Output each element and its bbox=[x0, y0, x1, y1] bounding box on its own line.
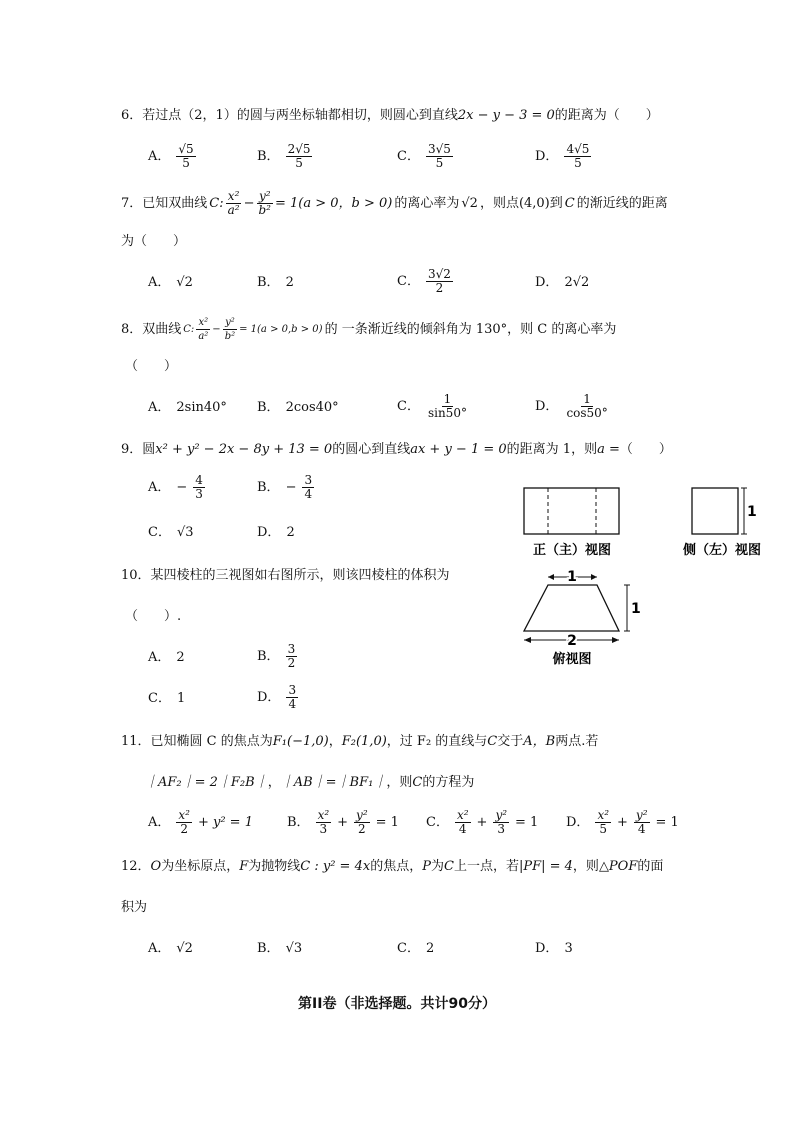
denominator: 4 bbox=[288, 697, 297, 711]
option-label: B． bbox=[257, 275, 280, 290]
fraction bbox=[455, 809, 471, 836]
minus-sign: − bbox=[212, 323, 221, 335]
numerator: x² bbox=[456, 808, 469, 822]
denominator: 5 bbox=[599, 822, 608, 836]
top-view-trapezoid bbox=[524, 585, 619, 631]
numerator: x² bbox=[178, 808, 190, 822]
three-view-figure bbox=[515, 482, 790, 672]
q12-curve-c: C bbox=[443, 859, 454, 874]
q8-option-b[interactable] bbox=[257, 399, 339, 417]
q7-curve-name: C: bbox=[209, 195, 224, 211]
q6-line-equation: 2x − y − 3 = 0 bbox=[457, 108, 555, 123]
numerator: y² bbox=[495, 808, 508, 822]
option-label: D． bbox=[257, 525, 281, 540]
q11-curve-c: C bbox=[487, 734, 498, 749]
minus-sign: − bbox=[285, 479, 297, 495]
denominator: b² bbox=[258, 203, 271, 217]
option-label: A． bbox=[148, 148, 171, 164]
fraction bbox=[226, 190, 242, 217]
q11-stem-d: 交于 bbox=[497, 734, 524, 749]
q7-option-c[interactable] bbox=[397, 268, 453, 295]
option-label: B． bbox=[257, 148, 280, 164]
denominator: 5 bbox=[574, 156, 582, 170]
q10-stem-line2: （ ）. bbox=[125, 609, 182, 624]
q11-condition-1: ｜AF₂｜= 2｜F₂B｜ bbox=[145, 775, 268, 790]
top-view-dim-label-top: 1 bbox=[567, 569, 577, 585]
denominator: cos50° bbox=[566, 406, 608, 420]
q11-option-b[interactable] bbox=[287, 809, 399, 836]
denominator: sin50° bbox=[427, 406, 467, 420]
option-value: 2 bbox=[176, 650, 185, 665]
q11-curve-c-2: C bbox=[412, 775, 423, 790]
option-label: A． bbox=[148, 941, 171, 956]
denominator: a² bbox=[198, 331, 209, 342]
q12-stem-h: 的面 bbox=[637, 859, 664, 874]
denominator: a² bbox=[227, 203, 240, 217]
numerator: 3 bbox=[287, 642, 296, 656]
option-rest: + y² = 1 bbox=[197, 814, 253, 830]
numerator: x² bbox=[198, 317, 209, 328]
q11-separator: ， bbox=[328, 734, 342, 749]
q7-stem-b: 的离心率为 bbox=[394, 195, 460, 211]
minus-sign: − bbox=[176, 479, 188, 495]
q12-focus: F bbox=[239, 859, 249, 874]
q12-option-d[interactable] bbox=[535, 940, 573, 958]
front-view-rect bbox=[524, 488, 619, 534]
numerator: 3 bbox=[304, 473, 313, 487]
denominator: 4 bbox=[458, 822, 467, 836]
q6-option-b[interactable] bbox=[257, 143, 312, 170]
option-rest: = 1 bbox=[515, 814, 539, 830]
q12-origin: O bbox=[150, 859, 162, 874]
numerator: y² bbox=[258, 189, 271, 203]
option-value: √2 bbox=[176, 941, 193, 956]
option-label: A． bbox=[148, 650, 171, 665]
fraction bbox=[176, 809, 192, 836]
fraction bbox=[354, 809, 370, 836]
option-value: 1 bbox=[176, 691, 186, 706]
q10-option-b[interactable] bbox=[257, 643, 297, 670]
q11-stem-f: ，则 bbox=[386, 775, 413, 790]
option-label: C． bbox=[397, 398, 420, 414]
option-label: A． bbox=[148, 275, 171, 290]
q12-stem-line2: 积为 bbox=[121, 900, 148, 915]
q11-focus-2: F₂(1,0) bbox=[341, 734, 387, 749]
q7-stem-c: ，则点(4,0)到 bbox=[479, 195, 563, 211]
q6-option-d[interactable] bbox=[535, 143, 591, 170]
option-label: C． bbox=[397, 148, 420, 164]
q7-stem-a: 7．已知双曲线 bbox=[121, 195, 208, 211]
q7-stem-line2: 为（ ） bbox=[121, 234, 187, 249]
option-label: B． bbox=[257, 479, 280, 495]
q12-stem-d: 的焦点， bbox=[370, 859, 423, 874]
q12-option-a[interactable] bbox=[148, 940, 193, 958]
q7-stem-d: 的渐近线的距离 bbox=[576, 195, 668, 211]
denominator: 3 bbox=[497, 822, 506, 836]
option-label: D． bbox=[535, 275, 559, 290]
q9-line-equation: ax + y − 1 = 0 bbox=[410, 442, 507, 457]
fraction bbox=[564, 393, 609, 420]
denominator: 2 bbox=[358, 822, 366, 836]
q9-stem-c: 的距离为 1，则 bbox=[506, 442, 598, 457]
q12-point-p: P bbox=[422, 859, 431, 874]
q12-stem-g: ，则 bbox=[572, 859, 599, 874]
fraction bbox=[256, 190, 273, 217]
numerator: 4√5 bbox=[566, 142, 590, 156]
q12-stem-a: 12． bbox=[121, 859, 151, 874]
q12-option-b[interactable] bbox=[257, 940, 302, 958]
q6-option-a[interactable] bbox=[148, 143, 196, 170]
numerator: x² bbox=[317, 808, 330, 822]
option-label: D． bbox=[535, 941, 559, 956]
denominator: 2 bbox=[435, 281, 444, 295]
option-label: B． bbox=[257, 648, 280, 664]
q9-stem-a: 9．圆 bbox=[121, 442, 156, 457]
q11-stem-c: ，过 F₂ 的直线与 bbox=[386, 734, 488, 749]
numerator: x² bbox=[227, 189, 240, 203]
q8-option-d[interactable] bbox=[535, 393, 610, 420]
option-rest: = 1 bbox=[375, 814, 399, 830]
q7-curve-c: C bbox=[564, 195, 575, 211]
option-label: A． bbox=[148, 814, 171, 830]
option-value: 2 bbox=[285, 275, 294, 290]
fraction bbox=[223, 316, 237, 343]
q11-option-a[interactable] bbox=[148, 809, 253, 836]
q7-stem bbox=[121, 190, 668, 217]
q11-stem-e: 两点.若 bbox=[555, 734, 599, 749]
q8-stem-a: 8．双曲线 bbox=[121, 321, 182, 337]
option-label: C． bbox=[397, 941, 420, 956]
numerator: 1 bbox=[583, 392, 591, 406]
option-value: 2cos40° bbox=[285, 400, 339, 415]
q12-option-c[interactable] bbox=[397, 940, 434, 958]
q11-stem-g: 的方程为 bbox=[422, 775, 475, 790]
option-label: C． bbox=[148, 691, 171, 706]
side-view-dimension-label: 1 bbox=[747, 504, 757, 520]
plus-sign: + bbox=[337, 814, 349, 830]
option-value: 2 bbox=[286, 525, 295, 540]
q11-condition-separator: ， bbox=[267, 775, 281, 790]
section-title: 第II卷（非选择题。共计90分） bbox=[298, 996, 496, 1012]
q11-condition-2: ｜AB｜=｜BF₁｜ bbox=[280, 775, 387, 790]
q12-distance: |PF| = 4 bbox=[518, 859, 573, 874]
q8-option-a[interactable] bbox=[148, 399, 227, 417]
q12-stem-e: 为 bbox=[430, 859, 444, 874]
numerator: y² bbox=[225, 317, 235, 328]
q6-stem bbox=[121, 106, 659, 126]
q11-points-ab: A，B bbox=[523, 734, 556, 749]
fraction bbox=[193, 474, 205, 501]
side-view-label: 侧（左）视图 bbox=[682, 543, 762, 558]
q8-condition: = 1(a > 0,b > 0) bbox=[239, 323, 323, 335]
fraction bbox=[302, 474, 314, 501]
numerator: 2√5 bbox=[287, 142, 311, 156]
q11-stem bbox=[121, 732, 598, 752]
denominator: 3 bbox=[195, 487, 203, 501]
fraction bbox=[426, 143, 453, 170]
option-label: B． bbox=[257, 941, 280, 956]
q9-variable: a = bbox=[597, 442, 620, 457]
fraction bbox=[634, 809, 650, 836]
q10-option-c[interactable] bbox=[148, 690, 185, 708]
denominator: 4 bbox=[304, 487, 313, 501]
option-label: B． bbox=[257, 400, 280, 415]
denominator: 4 bbox=[637, 822, 646, 836]
q6-stem-text: 6．若过点（2，1）的圆与两坐标轴都相切，则圆心到直线 bbox=[121, 108, 458, 123]
option-label: B． bbox=[287, 814, 310, 830]
option-label: D． bbox=[566, 814, 590, 830]
fraction bbox=[426, 393, 469, 420]
numerator: 1 bbox=[443, 392, 452, 406]
option-label: C． bbox=[426, 814, 449, 830]
q11-option-d[interactable] bbox=[566, 809, 679, 836]
q9-stem-b: 的圆心到直线 bbox=[332, 442, 411, 457]
q10-option-d[interactable] bbox=[257, 684, 298, 711]
numerator: 3√2 bbox=[427, 267, 451, 281]
q11-stem-a: 11．已知椭圆 C 的焦点为 bbox=[121, 734, 273, 749]
q7-condition: = 1(a > 0，b > 0) bbox=[274, 195, 393, 211]
q12-parabola: C : y² = 4x bbox=[300, 859, 371, 874]
numerator: y² bbox=[356, 808, 368, 822]
option-label: D． bbox=[257, 689, 281, 705]
option-value: √3 bbox=[176, 525, 194, 540]
fraction bbox=[595, 809, 611, 836]
q10-stem: 10．某四棱柱的三视图如右图所示，则该四棱柱的体积为 bbox=[121, 568, 450, 583]
q9-option-b[interactable] bbox=[257, 474, 314, 501]
q12-stem bbox=[121, 857, 663, 877]
fraction bbox=[426, 268, 453, 295]
q8-stem bbox=[121, 316, 616, 343]
q8-curve-name: C: bbox=[183, 323, 195, 335]
option-value: 2√2 bbox=[564, 275, 590, 290]
q6-stem-end: 的距离为（ ） bbox=[554, 108, 659, 123]
q7-option-d[interactable] bbox=[535, 274, 589, 292]
q9-stem bbox=[121, 440, 672, 460]
option-label: D． bbox=[535, 398, 559, 414]
q8-option-c[interactable] bbox=[397, 393, 469, 420]
q9-option-d[interactable] bbox=[257, 524, 295, 542]
denominator: 5 bbox=[182, 156, 190, 170]
q8-stem-line2: （ ） bbox=[125, 359, 178, 374]
numerator: 3√5 bbox=[427, 142, 451, 156]
option-value: 3 bbox=[564, 941, 573, 956]
q11-option-c[interactable] bbox=[426, 809, 538, 836]
numerator: 3 bbox=[288, 683, 297, 697]
q11-stem-line2 bbox=[145, 773, 474, 793]
numerator: 4 bbox=[195, 473, 203, 487]
denominator: 2 bbox=[180, 822, 188, 836]
q11-focus-1: F₁(−1,0) bbox=[272, 734, 329, 749]
fraction bbox=[286, 643, 298, 670]
denominator: 5 bbox=[295, 156, 303, 170]
q9-option-a[interactable] bbox=[148, 474, 205, 501]
fraction bbox=[176, 143, 195, 170]
plus-sign: + bbox=[617, 814, 628, 830]
q12-triangle: △POF bbox=[598, 859, 638, 874]
option-label: D． bbox=[535, 148, 559, 164]
option-value: √2 bbox=[176, 275, 193, 290]
front-view-label: 正（主）视图 bbox=[532, 543, 612, 558]
fraction bbox=[564, 143, 591, 170]
fraction bbox=[196, 316, 210, 343]
fraction bbox=[286, 684, 298, 711]
top-view-dim-label-right: 1 bbox=[631, 601, 641, 617]
option-label: C． bbox=[148, 525, 171, 540]
q8-stem-b: 的 一条渐近线的倾斜角为 130°，则 C 的离心率为 bbox=[324, 321, 617, 337]
q12-stem-f: 上一点，若 bbox=[453, 859, 519, 874]
q7-eccentricity: √2 bbox=[461, 195, 478, 211]
minus-sign: − bbox=[243, 195, 255, 211]
side-view-rect bbox=[692, 488, 738, 534]
option-value: 2sin40° bbox=[176, 400, 227, 415]
option-label: A． bbox=[148, 400, 171, 415]
fraction bbox=[493, 809, 509, 836]
numerator: √5 bbox=[178, 142, 194, 156]
q12-stem-c: 为抛物线 bbox=[248, 859, 301, 874]
q7-option-b[interactable] bbox=[257, 274, 294, 292]
q6-option-c[interactable] bbox=[397, 143, 453, 170]
option-value: 2 bbox=[425, 941, 435, 956]
fraction bbox=[286, 143, 313, 170]
q7-option-a[interactable] bbox=[148, 274, 193, 292]
option-value: √3 bbox=[285, 941, 303, 956]
q9-circle-equation: x² + y² − 2x − 8y + 13 = 0 bbox=[155, 442, 333, 457]
denominator: 3 bbox=[319, 822, 328, 836]
numerator: x² bbox=[597, 808, 610, 822]
denominator: b² bbox=[224, 331, 236, 342]
fraction bbox=[316, 809, 332, 836]
denominator: 5 bbox=[435, 156, 444, 170]
q9-stem-d: （ ） bbox=[619, 442, 672, 457]
plus-sign: + bbox=[476, 814, 488, 830]
top-view-label: 俯视图 bbox=[552, 652, 592, 667]
numerator: y² bbox=[635, 808, 648, 822]
option-rest: = 1 bbox=[655, 814, 679, 830]
top-view-dim-label-bottom: 2 bbox=[567, 633, 577, 649]
option-label: A． bbox=[148, 479, 171, 495]
option-label: C． bbox=[397, 273, 420, 289]
denominator: 2 bbox=[287, 656, 296, 670]
q10-option-a[interactable] bbox=[148, 649, 185, 667]
q12-stem-b: 为坐标原点， bbox=[161, 859, 240, 874]
q9-option-c[interactable] bbox=[148, 524, 194, 542]
